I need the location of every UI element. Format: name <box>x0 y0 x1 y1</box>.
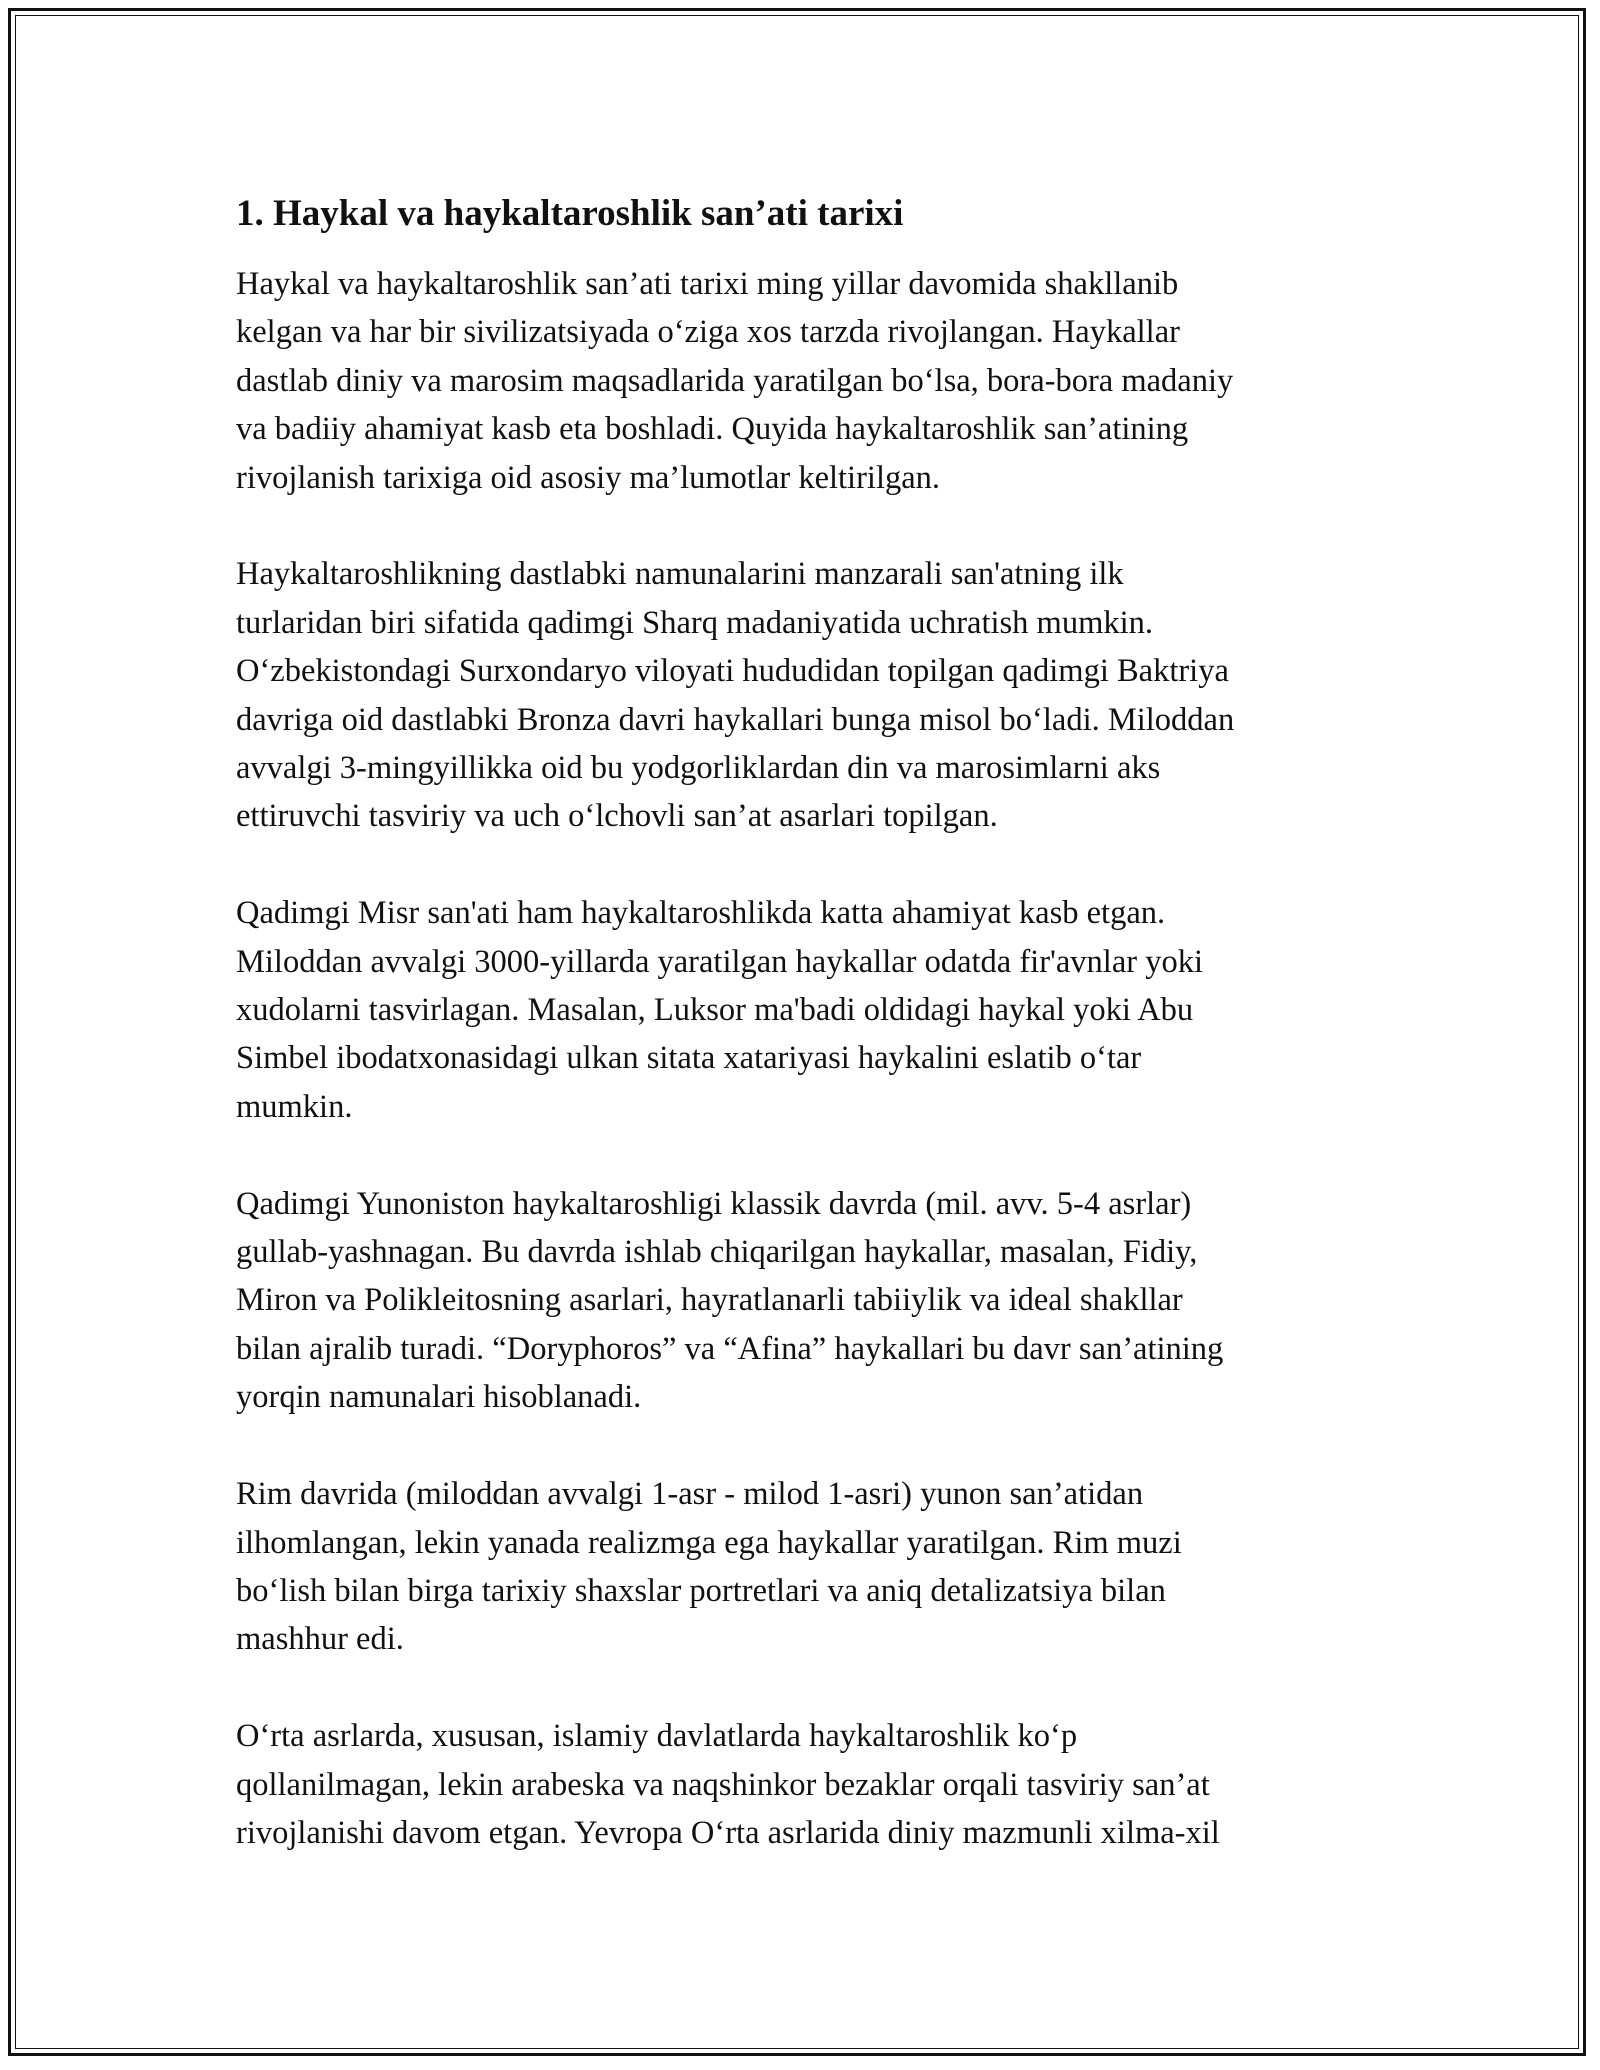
text-line: Simbel ibodatxonasidagi ulkan sitata xatariyasi haykalini eslatib o‘tar <box>236 1040 1142 1077</box>
paragraph-4 <box>236 1180 1376 1422</box>
document-body <box>236 190 1376 1906</box>
text-line: bo‘lish bilan birga tarixiy shaxslar portretlari va aniq detalizatsiya bilan <box>236 1572 1166 1609</box>
paragraph-5 <box>236 1470 1376 1664</box>
text-line: turlaridan biri sifatida qadimgi Sharq madaniyatida uchratish mumkin. <box>236 604 1153 641</box>
text-line: ilhomlangan, lekin yanada realizmga ega haykallar yaratilgan. Rim muzi <box>236 1524 1182 1561</box>
text-line: Miron va Polikleitosning asarlari, hayratlanarli tabiiylik va ideal shakllar <box>236 1282 1183 1319</box>
text-line: kelgan va har bir sivilizatsiyada o‘ziga xos tarzda rivojlangan. Haykallar <box>236 314 1180 351</box>
paragraph-6 <box>236 1712 1376 1857</box>
text-line: qollanilmagan, lekin arabeska va naqshinkor bezaklar orqali tasviriy san’at <box>236 1766 1210 1803</box>
text-line: va badiiy ahamiyat kasb eta boshladi. Quyida haykaltaroshlik san’atining <box>236 411 1189 448</box>
text-line: dastlab diniy va marosim maqsadlarida yaratilgan bo‘lsa, bora-bora madaniy <box>236 362 1234 399</box>
paragraph-1 <box>236 260 1376 502</box>
text-line: Qadimgi Yunoniston haykaltaroshligi klassik davrda (mil. avv. 5-4 asrlar) <box>236 1185 1192 1222</box>
text-line: davriga oid dastlabki Bronza davri haykallari bunga misol bo‘ladi. Miloddan <box>236 701 1235 738</box>
text-line: Miloddan avvalgi 3000-yillarda yaratilgan haykallar odatda fir'avnlar yoki <box>236 943 1203 980</box>
text-line: Rim davrida (miloddan avvalgi 1-asr - milod 1-asri) yunon san’atidan <box>236 1476 1144 1513</box>
text-line: mashhur edi. <box>236 1621 404 1658</box>
paragraph-2 <box>236 550 1376 840</box>
text-line: Qadimgi Misr san'ati ham haykaltaroshlikda katta ahamiyat kasb etgan. <box>236 895 1166 932</box>
text-line: xudolarni tasvirlagan. Masalan, Luksor ma'badi oldidagi haykal yoki Abu <box>236 992 1194 1029</box>
text-line: gullab-yashnagan. Bu davrda ishlab chiqarilgan haykallar, masalan, Fidiy, <box>236 1234 1198 1271</box>
text-line: ettiruvchi tasviriy va uch o‘lchovli san’at asarlari topilgan. <box>236 798 998 835</box>
text-line: Haykaltaroshlikning dastlabki namunalarini manzarali san'atning ilk <box>236 556 1124 593</box>
text-line: rivojlanishi davom etgan. Yevropa O‘rta asrlarida diniy mazmunli xilma-xil <box>236 1814 1220 1851</box>
text-line: avvalgi 3-mingyillikka oid bu yodgorliklardan din va marosimlarni aks <box>236 750 1161 787</box>
text-line: O‘rta asrlarda, xususan, islamiy davlatlarda haykaltaroshlik ko‘p <box>236 1718 1078 1755</box>
paragraph-3 <box>236 889 1376 1131</box>
text-line: O‘zbekistondagi Surxondaryo viloyati hududidan topilgan qadimgi Baktriya <box>236 653 1229 690</box>
text-line: yorqin namunalari hisoblanadi. <box>236 1379 642 1416</box>
text-line: rivojlanish tarixiga oid asosiy ma’lumotlar keltirilgan. <box>236 459 941 496</box>
text-line: bilan ajralib turadi. “Doryphoros” va “Afina” haykallari bu davr san’atining <box>236 1330 1224 1367</box>
text-line: Haykal va haykaltaroshlik san’ati tarixi ming yillar davomida shakllanib <box>236 266 1179 302</box>
text-line: mumkin. <box>236 1088 353 1125</box>
section-heading: 1. Haykal va haykaltaroshlik san’ati tarixi <box>236 193 904 234</box>
